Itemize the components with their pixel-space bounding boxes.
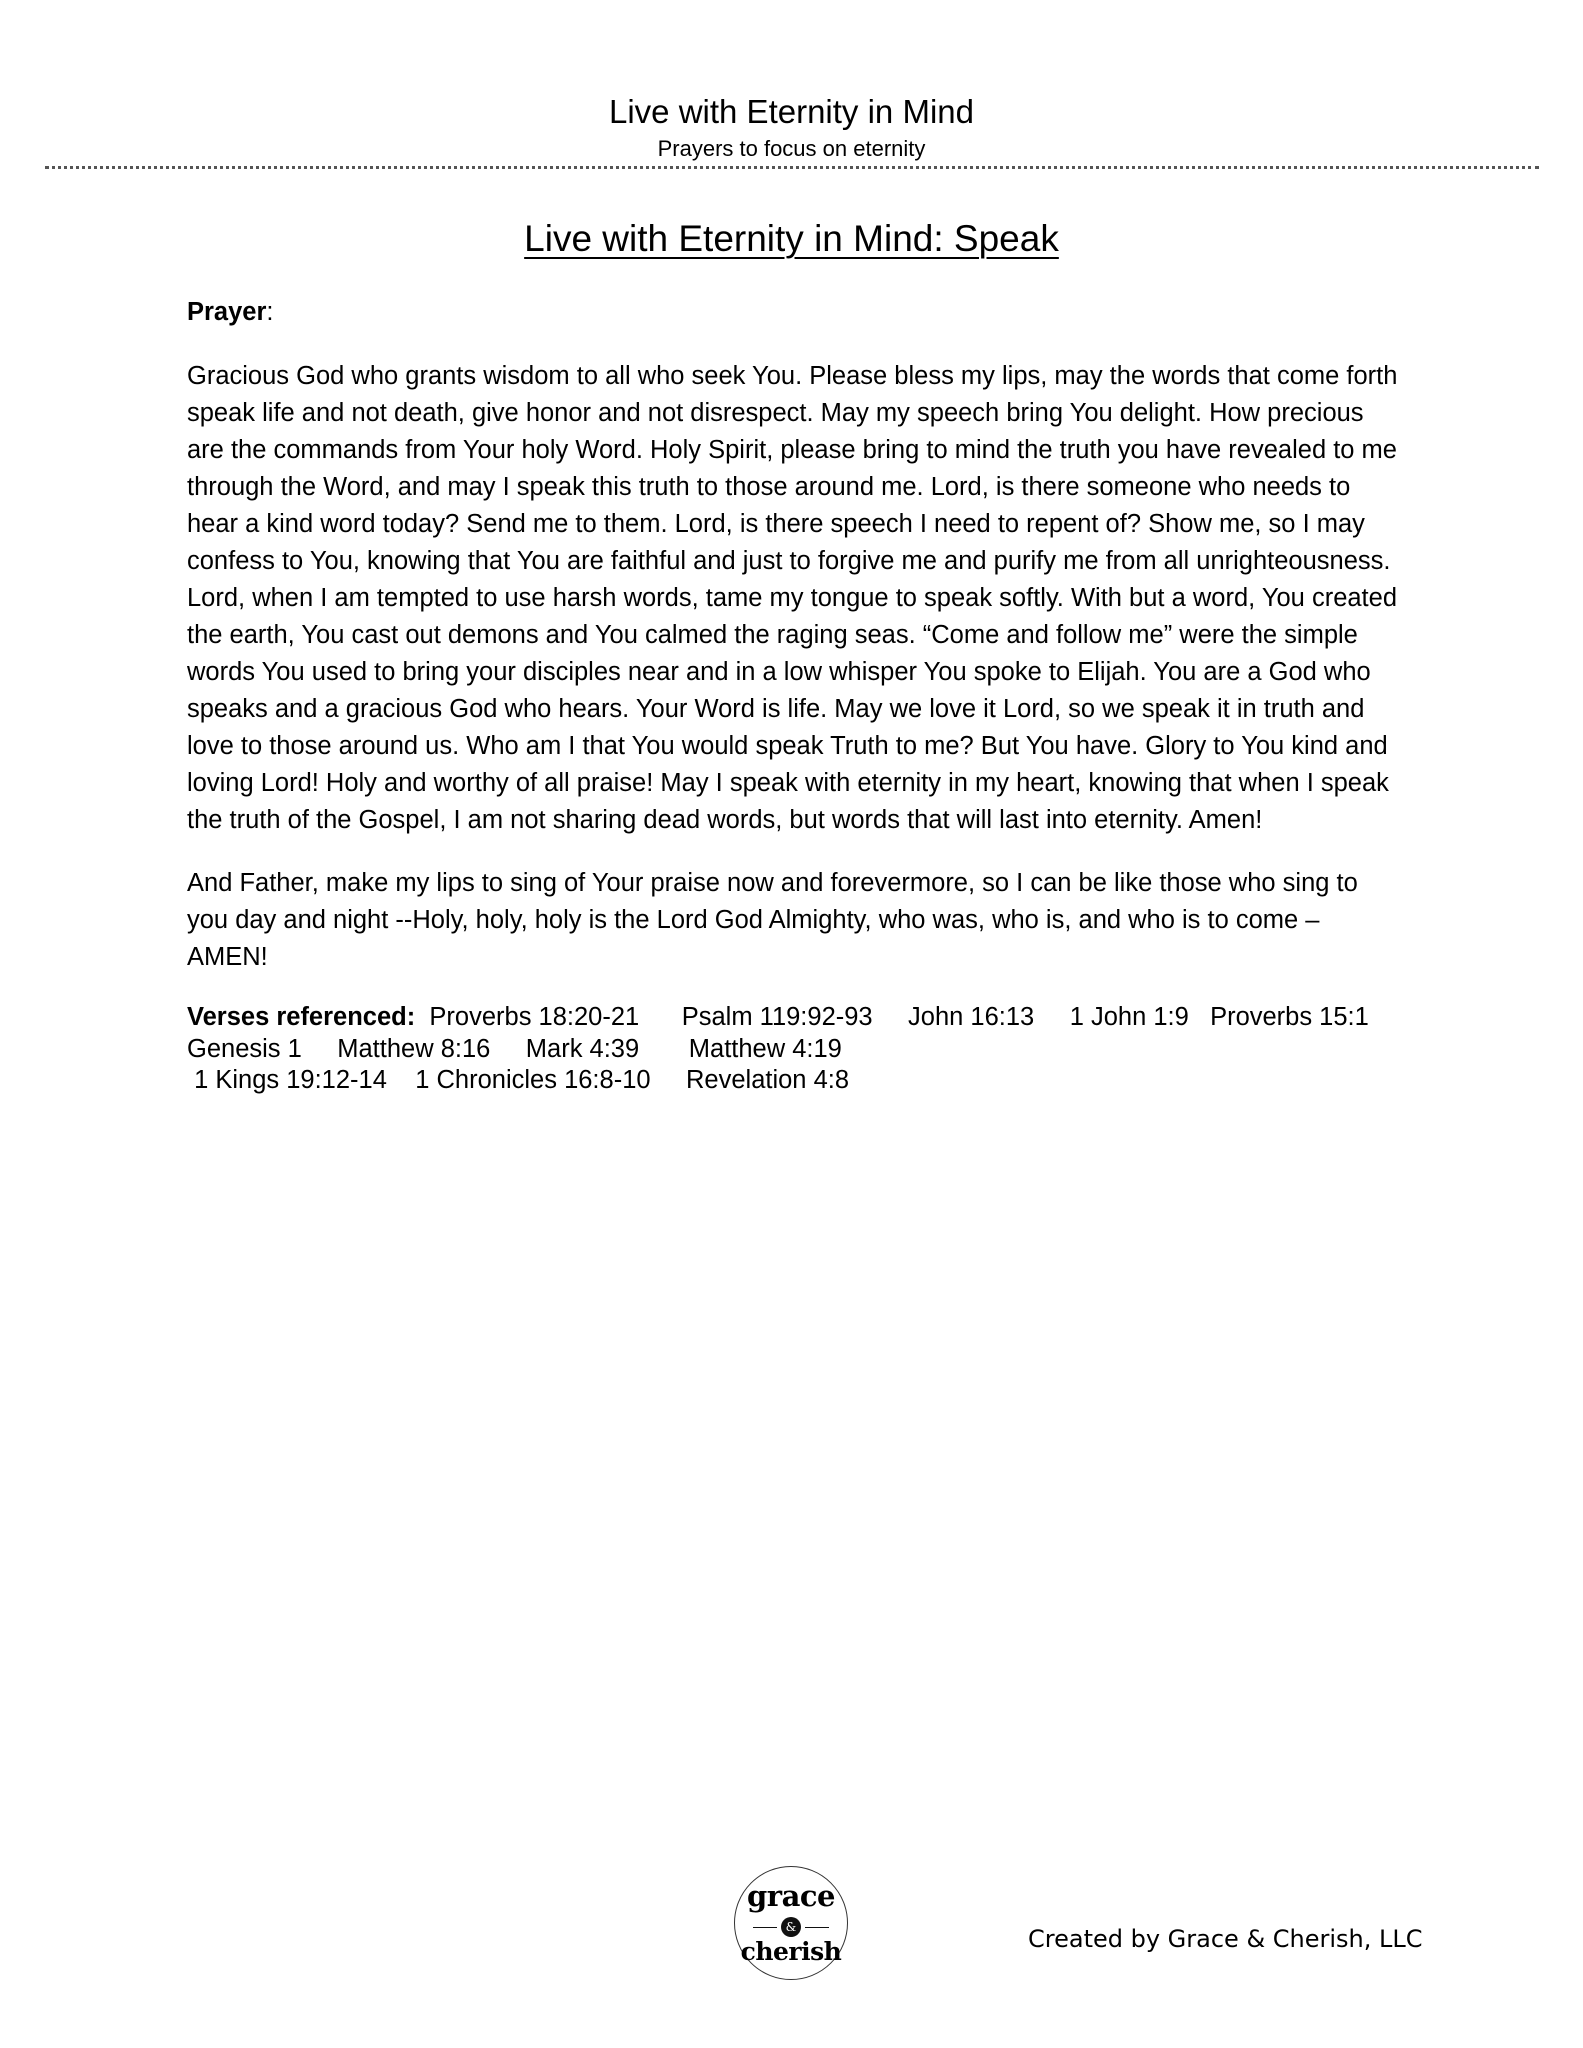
verse-ref: 1 Chronicles 16:8-10 (415, 1066, 651, 1094)
verse-ref: Matthew 4:19 (688, 1034, 842, 1063)
verse-ref: 1 Kings 19:12-14 (194, 1066, 387, 1094)
logo-divider-right (805, 1927, 829, 1928)
prayer-paragraph-2: And Father, make my lips to sing of Your praise now and forevermore, so I can be like those who sing to you day and night --Holy, holy, holy is the Lord God Almighty, who was, who is, and who is to come – AMEN! (187, 869, 1358, 971)
header-title: Live with Eternity in Mind (609, 93, 974, 130)
logo-ampersand-icon: & (781, 1917, 801, 1937)
verses-referenced (187, 1002, 1399, 1097)
prayer-paragraph-1: Gracious God who grants wisdom to all who seek You. Please bless my lips, may the words that come forth speak life and not death, give honor and not disrespect. May my speech bring You delight. How precious are the commands from Your holy Word. Holy Spirit, please bring to mind the truth you have revealed to me through the Word, and may I speak this truth to those around me. Lord, is there someone who needs to hear a kind word today? Send me to them. Lord, is there speech I need to repent of? Show me, so I may confess to You, knowing that You are faithful and just to forgive me and purify me from all unrighteousness. Lord, when I am tempted to use harsh words, tame my tongue to speak softly. With but a word, You created the earth, You cast out demons and You calmed the raging seas. “Come and follow me” were the simple words You used to bring your disciples near and in a low whisper You spoke to Elijah. You are a God who speaks and a gracious God who hears. Your Word is life. May we love it Lord, so we speak it in truth and love to those around us. Who am I that You would speak Truth to me? But You have. Glory to You kind and loving Lord! Holy and worthy of all praise! May I speak with eternity in my heart, knowing that when I speak the truth of the Gospel, I am not sharing dead words, but words that will last into eternity. Amen! (187, 362, 1398, 834)
verse-ref: Proverbs 15:1 (1210, 1003, 1369, 1031)
verse-ref: Genesis 1 (187, 1034, 302, 1063)
header-divider (45, 166, 1539, 169)
logo-divider-left (753, 1927, 777, 1928)
prayer-label: Prayer (187, 298, 267, 326)
page-heading: Live with Eternity in Mind: Speak (524, 218, 1059, 259)
grace-cherish-logo (734, 1866, 848, 1980)
prayer-label-colon: : (266, 298, 274, 326)
prayer-label-line (187, 294, 1399, 331)
verse-ref: Revelation 4:8 (686, 1066, 850, 1094)
header-subtitle: Prayers to focus on eternity (657, 136, 926, 161)
verse-ref: Psalm 119:92-93 (681, 1003, 873, 1031)
verse-ref: 1 John 1:9 (1069, 1003, 1189, 1031)
verse-ref: Matthew 8:16 (337, 1034, 491, 1063)
logo-text-bottom: cherish (740, 1937, 842, 1966)
verses-label: Verses referenced: (187, 1003, 416, 1031)
verse-ref: Proverbs 18:20-21 (429, 1003, 640, 1031)
footer-credit: Created by Grace & Cherish, LLC (1028, 1925, 1423, 1953)
verse-ref: John 16:13 (908, 1003, 1035, 1031)
main-content (187, 294, 1399, 1097)
logo-text-top: grace (747, 1879, 835, 1913)
verse-ref: Mark 4:39 (525, 1034, 640, 1063)
